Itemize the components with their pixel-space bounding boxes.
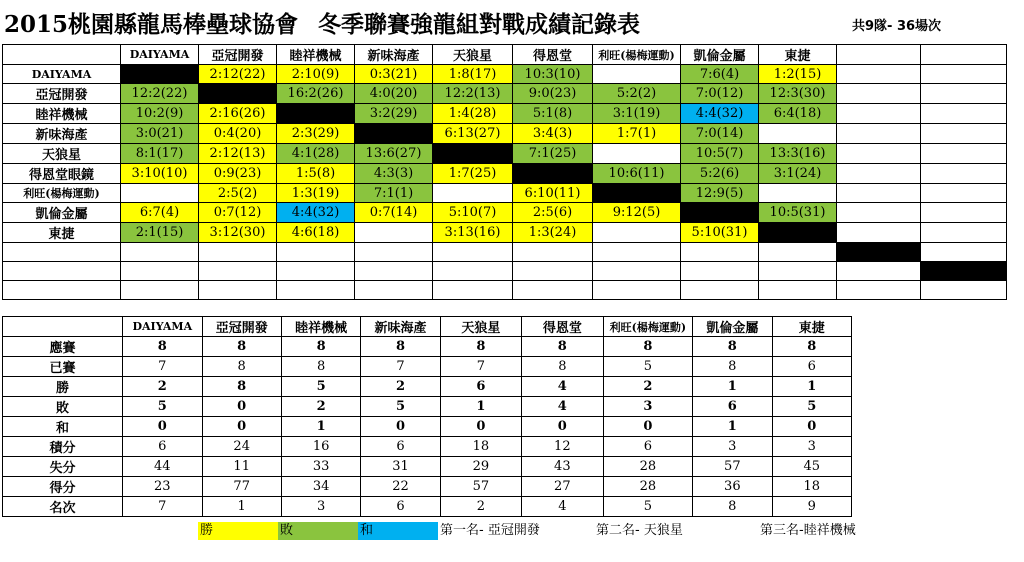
stats-value: 6	[603, 437, 693, 457]
result-cell: 0:7(12)	[199, 203, 277, 223]
stats-value: 8	[522, 357, 603, 377]
result-cell	[921, 104, 1007, 124]
result-cell: 5:10(31)	[681, 223, 759, 243]
stats-value: 36	[693, 477, 772, 497]
result-cell: 0:3(21)	[355, 65, 433, 84]
result-cell: 5:10(7)	[433, 203, 513, 223]
stats-value: 6	[361, 437, 440, 457]
result-cell	[593, 223, 681, 243]
stats-value: 6	[772, 357, 851, 377]
result-cell: 10:2(9)	[121, 104, 199, 124]
empty-cell	[593, 281, 681, 300]
column-header: 新味海產	[361, 317, 440, 337]
stats-value: 1	[693, 377, 772, 397]
stats-value: 5	[361, 397, 440, 417]
empty-cell	[921, 262, 1007, 281]
stats-value: 27	[522, 477, 603, 497]
result-cell: 6:4(18)	[759, 104, 837, 124]
result-cell	[837, 223, 921, 243]
stats-label: 敗	[3, 397, 123, 417]
empty-cell	[921, 243, 1007, 262]
empty-cell	[121, 262, 199, 281]
empty-cell	[433, 281, 513, 300]
result-cell	[921, 124, 1007, 144]
column-header: 利旺(楊梅運動)	[603, 317, 693, 337]
stats-value: 6	[123, 437, 202, 457]
matrix-row	[3, 65, 1007, 84]
result-cell: 0:9(23)	[199, 164, 277, 184]
stats-row	[3, 457, 852, 477]
column-header: DAIYAMA	[123, 317, 202, 337]
result-cell: 13:6(27)	[355, 144, 433, 164]
stats-value: 2	[440, 497, 521, 517]
stats-value: 4	[522, 397, 603, 417]
stats-value: 7	[123, 357, 202, 377]
result-cell: 1:7(25)	[433, 164, 513, 184]
result-cell: 7:0(14)	[681, 124, 759, 144]
stats-header-row	[3, 317, 852, 337]
empty-cell	[355, 262, 433, 281]
empty-cell	[681, 262, 759, 281]
stats-value: 43	[522, 457, 603, 477]
empty-cell	[921, 281, 1007, 300]
stats-label: 和	[3, 417, 123, 437]
empty-cell	[837, 243, 921, 262]
stats-value: 24	[202, 437, 281, 457]
empty-cell	[759, 281, 837, 300]
stats-value: 7	[440, 357, 521, 377]
column-header: 新味海產	[355, 45, 433, 65]
result-cell: 9:0(23)	[513, 84, 593, 104]
matrix-empty-row	[3, 243, 1007, 262]
result-cell	[433, 144, 513, 164]
matrix-row	[3, 104, 1007, 124]
legend-first: 第一名- 亞冠開發	[440, 523, 540, 538]
result-cell	[681, 203, 759, 223]
empty-cell	[199, 281, 277, 300]
stats-value: 11	[202, 457, 281, 477]
empty-cell	[277, 281, 355, 300]
result-cell: 7:1(1)	[355, 184, 433, 203]
result-cell	[837, 65, 921, 84]
stats-value: 3	[603, 397, 693, 417]
stats-value: 22	[361, 477, 440, 497]
empty-cell	[121, 281, 199, 300]
result-cell	[837, 203, 921, 223]
result-cell: 6:13(27)	[433, 124, 513, 144]
result-cell: 0:4(20)	[199, 124, 277, 144]
result-cell: 3:1(24)	[759, 164, 837, 184]
stats-value: 0	[202, 397, 281, 417]
stats-row	[3, 417, 852, 437]
stats-value: 6	[361, 497, 440, 517]
result-cell: 3:4(3)	[513, 124, 593, 144]
stats-row	[3, 337, 852, 357]
result-cell	[121, 65, 199, 84]
result-cell	[433, 184, 513, 203]
result-cell: 2:1(15)	[121, 223, 199, 243]
matrix-table	[2, 44, 1007, 300]
result-cell: 12:3(30)	[759, 84, 837, 104]
result-cell: 1:2(15)	[759, 65, 837, 84]
result-cell: 1:7(1)	[593, 124, 681, 144]
column-header: 凱倫金屬	[693, 317, 772, 337]
empty-cell	[513, 243, 593, 262]
result-cell: 7:0(12)	[681, 84, 759, 104]
stats-value: 29	[440, 457, 521, 477]
matrix-row	[3, 84, 1007, 104]
stats-value: 2	[123, 377, 202, 397]
result-cell: 4:0(20)	[355, 84, 433, 104]
result-cell	[513, 164, 593, 184]
stats-value: 45	[772, 457, 851, 477]
stats-value: 8	[772, 337, 851, 357]
result-cell: 2:10(9)	[277, 65, 355, 84]
matrix-header-row	[3, 45, 1007, 65]
matrix-empty-row	[3, 281, 1007, 300]
result-cell	[837, 104, 921, 124]
matrix-row	[3, 164, 1007, 184]
empty-cell	[433, 262, 513, 281]
stats-value: 18	[772, 477, 851, 497]
stats-value: 1	[772, 377, 851, 397]
stats-value: 8	[123, 337, 202, 357]
stats-value: 0	[440, 417, 521, 437]
result-cell: 3:10(10)	[121, 164, 199, 184]
stats-value: 7	[123, 497, 202, 517]
stats-value: 5	[603, 357, 693, 377]
result-cell: 4:4(32)	[277, 203, 355, 223]
empty-cell	[837, 45, 921, 65]
result-cell	[593, 144, 681, 164]
result-cell: 3:13(16)	[433, 223, 513, 243]
stats-value: 12	[522, 437, 603, 457]
result-cell	[837, 124, 921, 144]
result-cell	[921, 203, 1007, 223]
empty-cell	[3, 281, 121, 300]
empty-cell	[277, 262, 355, 281]
stats-row	[3, 377, 852, 397]
row-label: 得恩堂眼鏡	[3, 164, 121, 184]
stats-value: 23	[123, 477, 202, 497]
empty-cell	[759, 262, 837, 281]
result-cell	[759, 124, 837, 144]
result-cell: 13:3(16)	[759, 144, 837, 164]
stats-value: 8	[603, 337, 693, 357]
stats-row	[3, 497, 852, 517]
stats-value: 8	[522, 337, 603, 357]
result-cell	[759, 223, 837, 243]
stats-row	[3, 477, 852, 497]
stats-value: 8	[693, 337, 772, 357]
result-cell: 9:12(5)	[593, 203, 681, 223]
result-cell: 16:2(26)	[277, 84, 355, 104]
stats-value: 8	[440, 337, 521, 357]
legend-second: 第二名- 天狼星	[596, 523, 683, 538]
stats-value: 1	[202, 497, 281, 517]
result-cell: 10:5(31)	[759, 203, 837, 223]
result-cell	[355, 223, 433, 243]
result-cell: 4:3(3)	[355, 164, 433, 184]
stats-value: 77	[202, 477, 281, 497]
result-cell	[837, 164, 921, 184]
empty-cell	[681, 243, 759, 262]
empty-cell	[593, 243, 681, 262]
result-cell: 1:3(19)	[277, 184, 355, 203]
stats-value: 1	[440, 397, 521, 417]
column-header: 凱倫金屬	[681, 45, 759, 65]
stats-value: 8	[693, 497, 772, 517]
stats-value: 8	[202, 377, 281, 397]
stats-value: 5	[772, 397, 851, 417]
empty-cell	[513, 281, 593, 300]
stats-label: 名次	[3, 497, 123, 517]
corner-cell	[3, 317, 123, 337]
result-cell	[593, 184, 681, 203]
stats-value: 44	[123, 457, 202, 477]
empty-cell	[199, 243, 277, 262]
stats-value: 4	[522, 377, 603, 397]
title-org: 桃園縣龍馬棒壘球協會	[68, 11, 299, 38]
stats-value: 9	[772, 497, 851, 517]
legend-loss: 敗	[278, 522, 358, 540]
empty-cell	[3, 243, 121, 262]
result-cell: 2:12(22)	[199, 65, 277, 84]
stats-value: 57	[693, 457, 772, 477]
result-cell: 1:8(17)	[433, 65, 513, 84]
row-label: 利旺(楊梅運動)	[3, 184, 121, 203]
result-cell: 7:1(25)	[513, 144, 593, 164]
result-cell: 1:5(8)	[277, 164, 355, 184]
result-cell: 5:1(8)	[513, 104, 593, 124]
empty-cell	[433, 243, 513, 262]
result-cell	[593, 65, 681, 84]
result-cell: 10:6(11)	[593, 164, 681, 184]
column-header: 亞冠開發	[202, 317, 281, 337]
result-cell: 4:4(32)	[681, 104, 759, 124]
stats-label: 勝	[3, 377, 123, 397]
column-header: 睦祥機械	[277, 45, 355, 65]
column-header: 利旺(楊梅運動)	[593, 45, 681, 65]
empty-cell	[199, 262, 277, 281]
summary-note: 共9隊- 36場次	[852, 19, 942, 34]
stats-value: 0	[123, 417, 202, 437]
result-cell	[921, 144, 1007, 164]
stats-value: 0	[522, 417, 603, 437]
row-label: DAIYAMA	[3, 65, 121, 84]
column-header: 睦祥機械	[281, 317, 360, 337]
result-cell: 6:10(11)	[513, 184, 593, 203]
row-label: 天狼星	[3, 144, 121, 164]
result-cell: 2:16(26)	[199, 104, 277, 124]
result-cell	[121, 184, 199, 203]
column-header: DAIYAMA	[121, 45, 199, 65]
empty-cell	[921, 45, 1007, 65]
stats-value: 8	[202, 337, 281, 357]
corner-cell	[3, 45, 121, 65]
matrix-row	[3, 124, 1007, 144]
empty-cell	[513, 262, 593, 281]
stats-label: 得分	[3, 477, 123, 497]
stats-value: 0	[772, 417, 851, 437]
title-subtitle: 冬季聯賽強龍組對戰成績記錄表	[318, 11, 641, 38]
legend-win: 勝	[198, 522, 278, 540]
stats-value: 5	[123, 397, 202, 417]
stats-value: 2	[281, 397, 360, 417]
stats-value: 7	[361, 357, 440, 377]
row-label: 凱倫金屬	[3, 203, 121, 223]
matrix-row	[3, 203, 1007, 223]
stats-label: 失分	[3, 457, 123, 477]
empty-cell	[759, 243, 837, 262]
stats-row	[3, 357, 852, 377]
result-cell: 2:5(6)	[513, 203, 593, 223]
stats-label: 應賽	[3, 337, 123, 357]
result-cell: 5:2(2)	[593, 84, 681, 104]
stats-value: 8	[202, 357, 281, 377]
stats-value: 34	[281, 477, 360, 497]
empty-cell	[355, 243, 433, 262]
stats-label: 已賽	[3, 357, 123, 377]
stats-row	[3, 397, 852, 417]
result-cell: 3:2(29)	[355, 104, 433, 124]
stats-value: 8	[361, 337, 440, 357]
result-cell: 1:3(24)	[513, 223, 593, 243]
empty-cell	[681, 281, 759, 300]
result-cell: 1:4(28)	[433, 104, 513, 124]
row-label: 東捷	[3, 223, 121, 243]
stats-label: 積分	[3, 437, 123, 457]
page-title	[4, 6, 640, 39]
result-cell: 3:1(19)	[593, 104, 681, 124]
title-year: 2015	[4, 11, 69, 38]
matrix-empty-row	[3, 262, 1007, 281]
stats-value: 4	[522, 497, 603, 517]
matrix-row	[3, 184, 1007, 203]
result-cell: 10:5(7)	[681, 144, 759, 164]
result-cell: 3:12(30)	[199, 223, 277, 243]
result-cell	[355, 124, 433, 144]
empty-cell	[355, 281, 433, 300]
result-cell	[837, 84, 921, 104]
stats-value: 0	[202, 417, 281, 437]
stats-value: 18	[440, 437, 521, 457]
stats-value: 1	[693, 417, 772, 437]
stats-table	[2, 316, 852, 517]
stats-value: 33	[281, 457, 360, 477]
result-cell: 2:3(29)	[277, 124, 355, 144]
result-cell: 7:6(4)	[681, 65, 759, 84]
result-cell	[837, 184, 921, 203]
result-cell: 12:9(5)	[681, 184, 759, 203]
result-cell: 8:1(17)	[121, 144, 199, 164]
result-cell	[921, 164, 1007, 184]
stats-value: 16	[281, 437, 360, 457]
matrix-row	[3, 144, 1007, 164]
stats-value: 28	[603, 457, 693, 477]
result-cell: 0:7(14)	[355, 203, 433, 223]
column-header: 得恩堂	[522, 317, 603, 337]
result-cell: 3:0(21)	[121, 124, 199, 144]
stats-value: 2	[603, 377, 693, 397]
stats-value: 28	[603, 477, 693, 497]
stats-value: 0	[603, 417, 693, 437]
result-cell	[837, 144, 921, 164]
result-cell	[921, 184, 1007, 203]
result-cell	[759, 184, 837, 203]
empty-cell	[837, 281, 921, 300]
result-cell: 12:2(13)	[433, 84, 513, 104]
result-cell: 12:2(22)	[121, 84, 199, 104]
stats-value: 8	[281, 357, 360, 377]
stats-value: 2	[361, 377, 440, 397]
column-header: 天狼星	[440, 317, 521, 337]
legend-third: 第三名-睦祥機械	[760, 523, 856, 538]
stats-value: 5	[603, 497, 693, 517]
column-header: 亞冠開發	[199, 45, 277, 65]
row-label: 睦祥機械	[3, 104, 121, 124]
result-cell	[921, 84, 1007, 104]
stats-value: 3	[693, 437, 772, 457]
column-header: 天狼星	[433, 45, 513, 65]
stats-value: 6	[440, 377, 521, 397]
stats-value: 1	[281, 417, 360, 437]
stats-row	[3, 437, 852, 457]
empty-cell	[3, 262, 121, 281]
stats-value: 6	[693, 397, 772, 417]
matrix-row	[3, 223, 1007, 243]
result-cell	[921, 65, 1007, 84]
stats-value: 31	[361, 457, 440, 477]
stats-value: 8	[693, 357, 772, 377]
result-cell: 5:2(6)	[681, 164, 759, 184]
stats-value: 3	[772, 437, 851, 457]
result-cell: 2:5(2)	[199, 184, 277, 203]
result-cell: 10:3(10)	[513, 65, 593, 84]
empty-cell	[593, 262, 681, 281]
stats-value: 0	[361, 417, 440, 437]
stats-value: 57	[440, 477, 521, 497]
empty-cell	[121, 243, 199, 262]
empty-cell	[277, 243, 355, 262]
row-label: 新味海產	[3, 124, 121, 144]
result-cell: 6:7(4)	[121, 203, 199, 223]
legend-tie: 和	[358, 522, 438, 540]
result-cell	[921, 223, 1007, 243]
result-cell	[199, 84, 277, 104]
empty-cell	[837, 262, 921, 281]
column-header: 東捷	[772, 317, 851, 337]
result-cell	[277, 104, 355, 124]
result-cell: 2:12(13)	[199, 144, 277, 164]
stats-value: 3	[281, 497, 360, 517]
column-header: 東捷	[759, 45, 837, 65]
row-label: 亞冠開發	[3, 84, 121, 104]
stats-value: 5	[281, 377, 360, 397]
stats-value: 8	[281, 337, 360, 357]
column-header: 得恩堂	[513, 45, 593, 65]
result-cell: 4:6(18)	[277, 223, 355, 243]
result-cell: 4:1(28)	[277, 144, 355, 164]
